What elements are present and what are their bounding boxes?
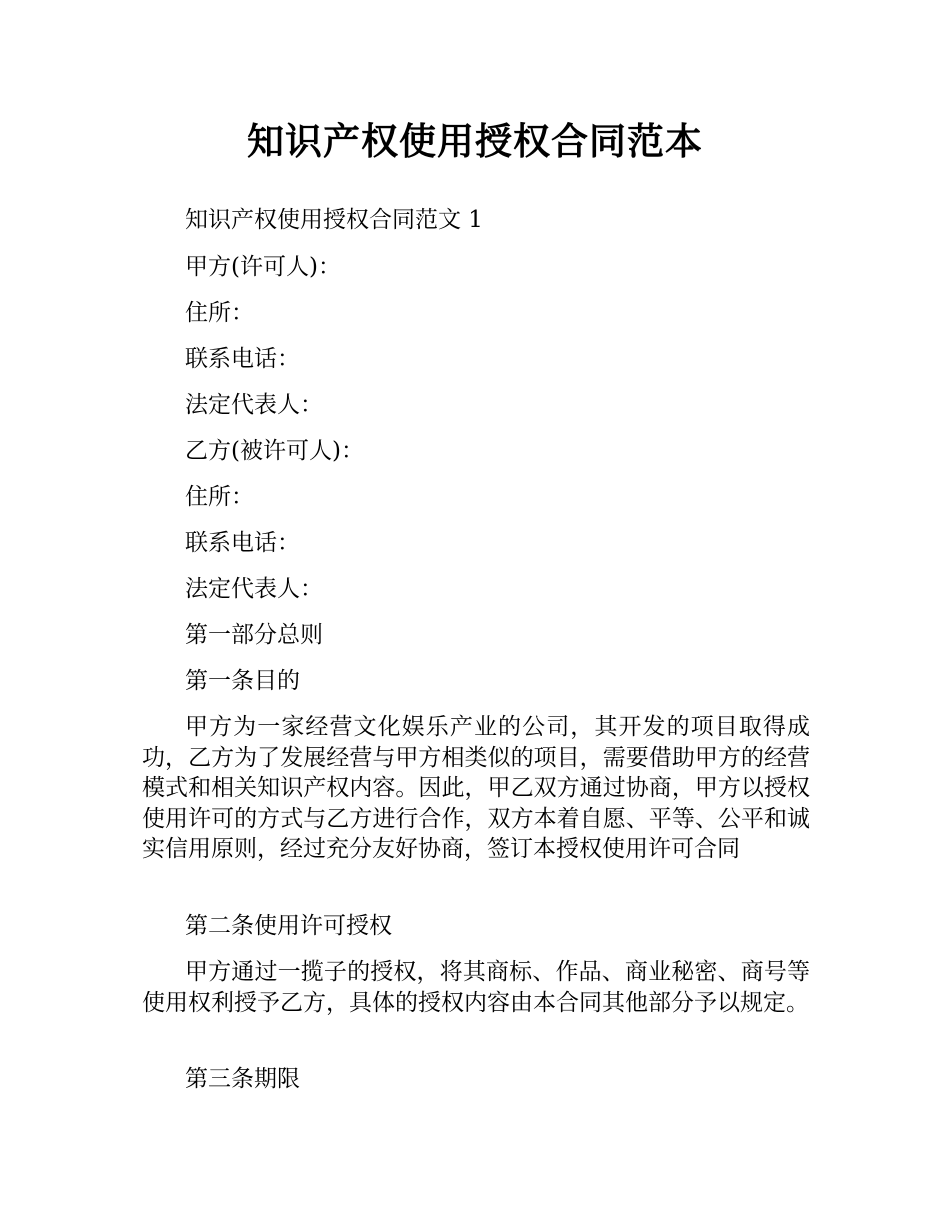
- document-subtitle: 知识产权使用授权合同范文 1: [185, 207, 483, 233]
- section-general-heading: 第一部分总则: [185, 622, 323, 648]
- article3-heading: 第三条期限: [185, 1066, 300, 1092]
- document-title: 知识产权使用授权合同范本: [247, 120, 703, 163]
- party-a-label: 甲方(许可人)：: [185, 254, 341, 280]
- party-a-address: 住所：: [185, 300, 254, 326]
- party-a-representative: 法定代表人：: [185, 392, 323, 418]
- article1-heading: 第一条目的: [185, 668, 300, 694]
- party-b-label: 乙方(被许可人)：: [185, 438, 364, 464]
- party-b-address: 住所：: [185, 484, 254, 510]
- party-b-representative: 法定代表人：: [185, 576, 323, 602]
- article1-text: 甲方为一家经营文化娱乐产业的公司，其开发的项目取得成功，乙方为了发展经营与甲方相类似的项目，需要借助甲方的经营模式和相关知识产权内容。因此，甲乙双方通过协商，甲方以授权使用许可的方式与乙方进行合作，双方本着自愿、平等、公平和诚实信用原则，经过充分友好协商，签订本授权使用许可合同: [142, 714, 810, 863]
- article2-text: 甲方通过一揽子的授权，将其商标、作品、商业秘密、商号等使用权利授予乙方，具体的授权内容由本合同其他部分予以规定。: [142, 959, 810, 1016]
- party-a-phone: 联系电话：: [185, 346, 300, 372]
- article2-heading: 第二条使用许可授权: [185, 913, 392, 939]
- party-b-phone: 联系电话：: [185, 530, 300, 556]
